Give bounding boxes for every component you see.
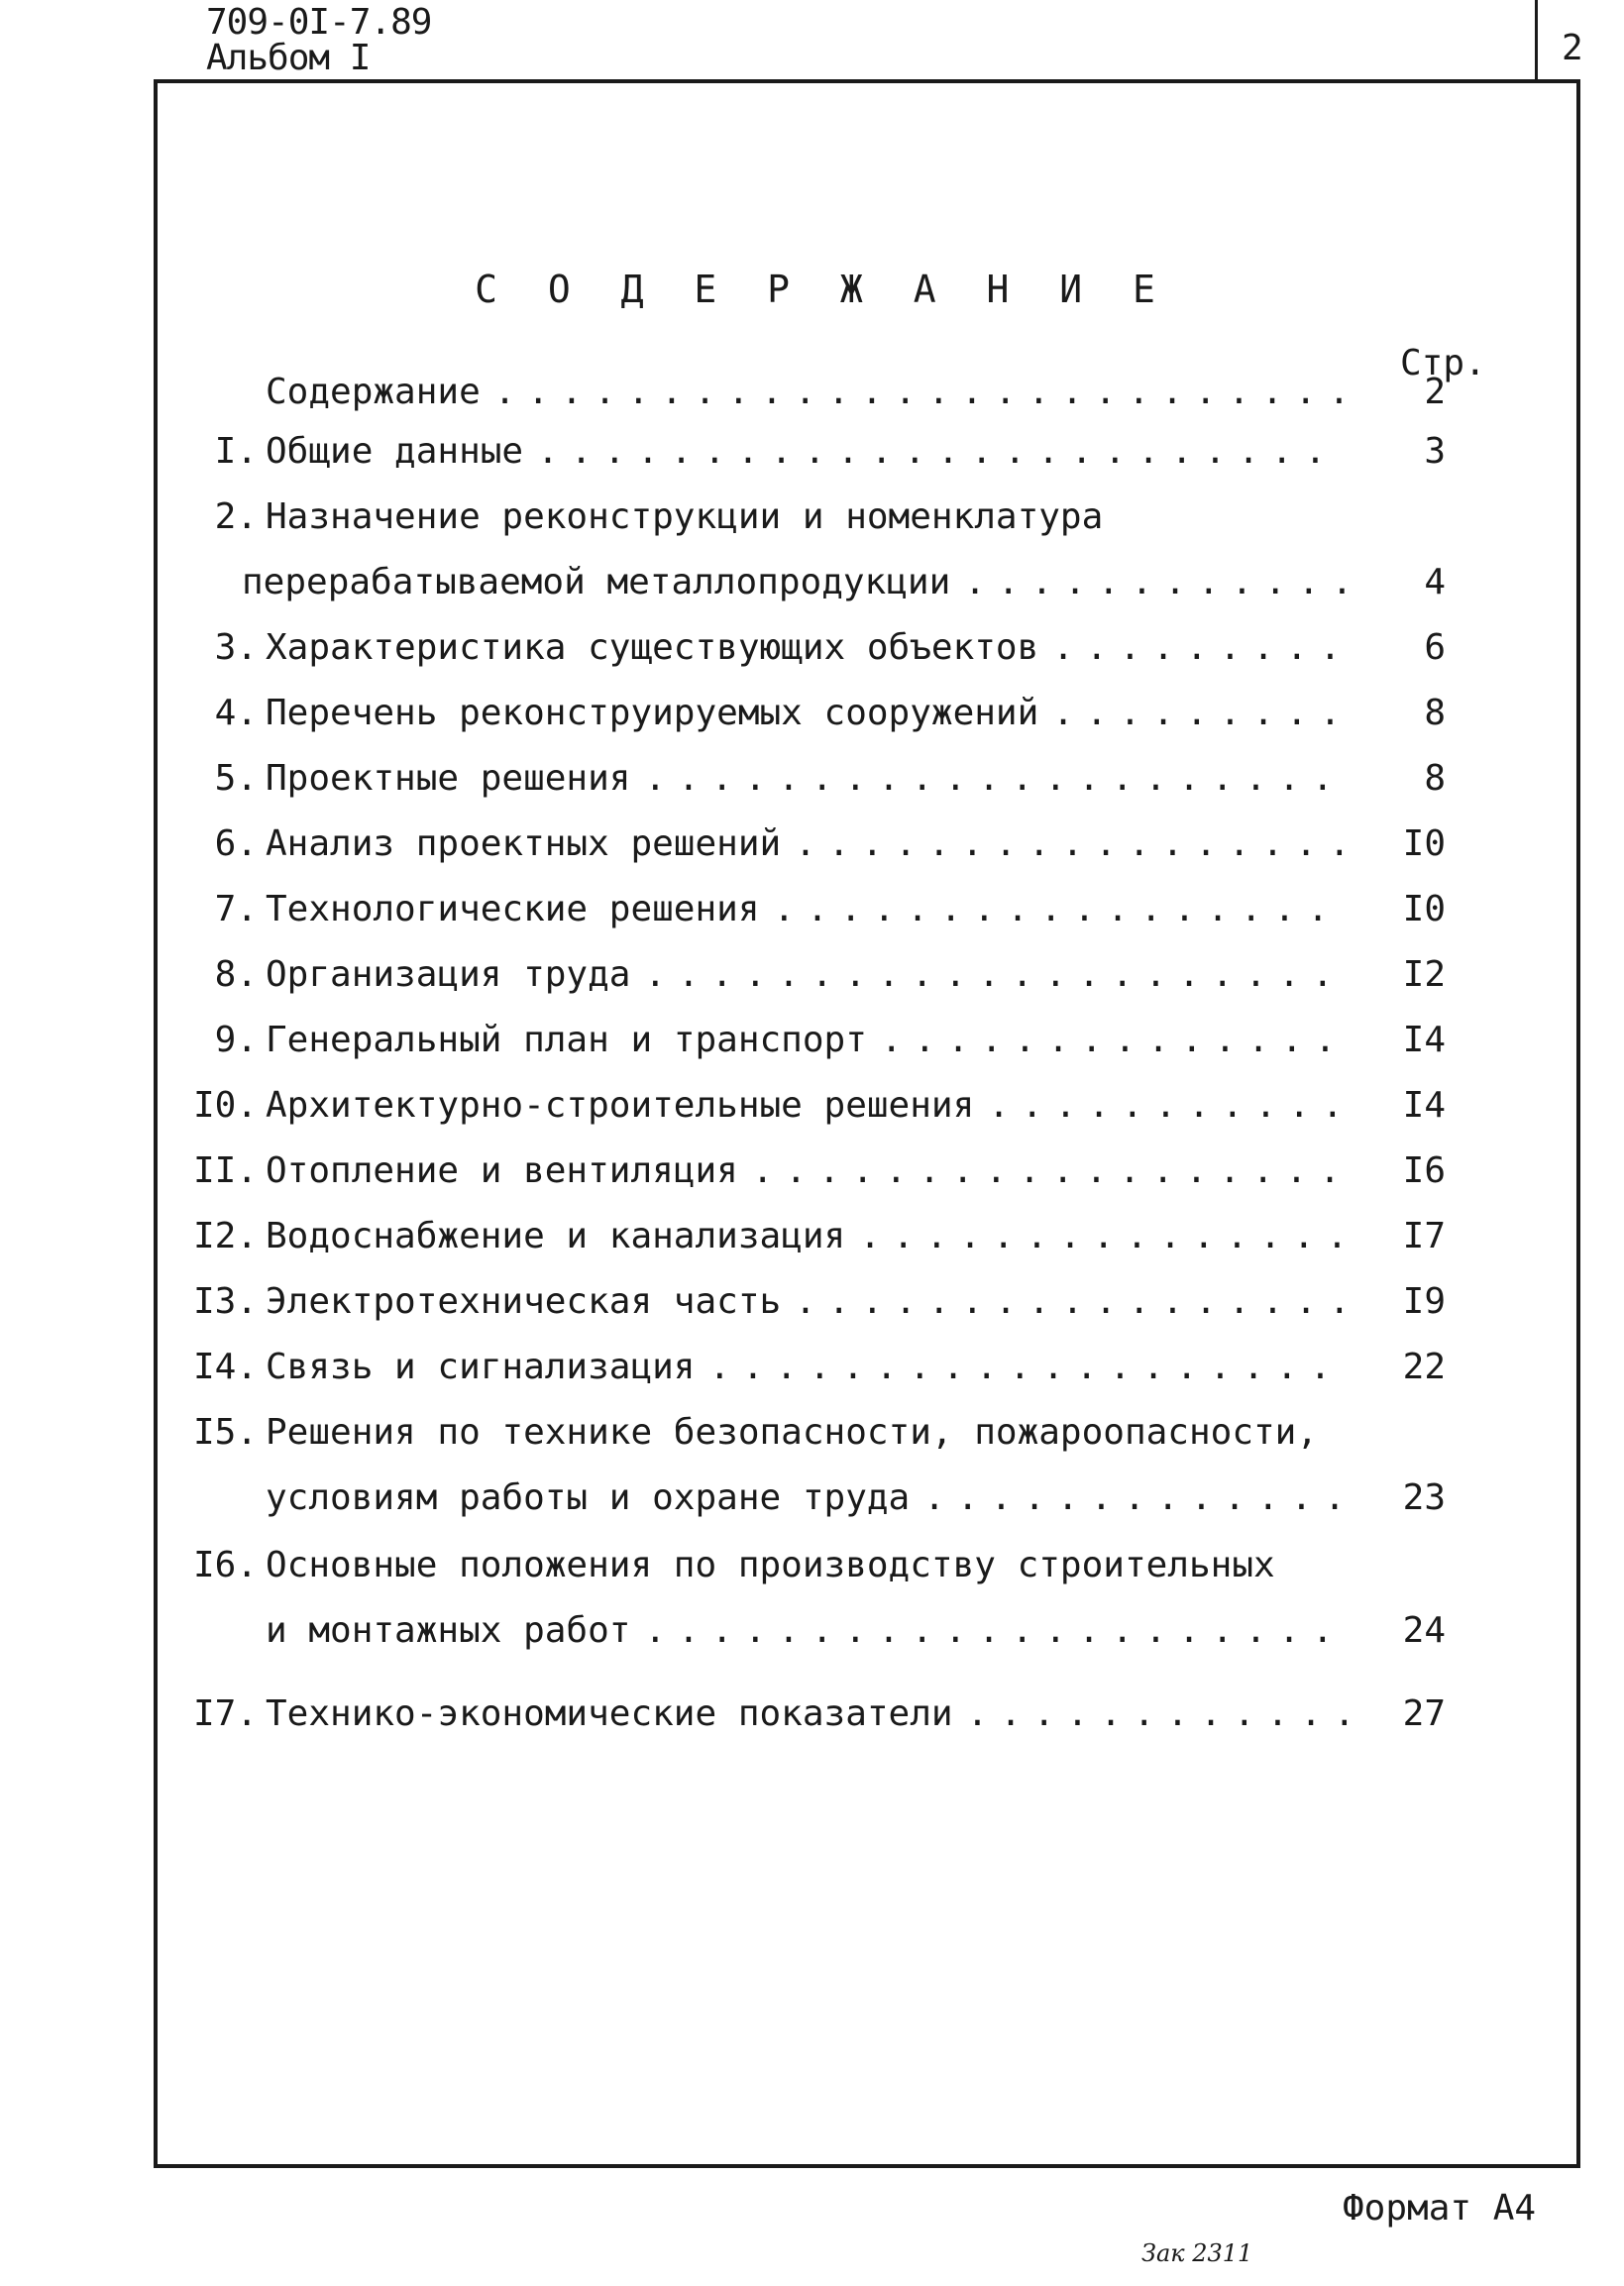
toc-dot-leader: ............	[966, 1693, 1367, 1734]
order-number: Зак 2311	[1141, 2239, 1253, 2267]
toc-entry-title: Электротехническая часть	[266, 1281, 782, 1322]
toc-entry-title: условиям работы и охране труда	[266, 1477, 911, 1518]
toc-entry-title: Технологические решения	[266, 889, 760, 929]
toc-entry-number: I2.	[192, 1216, 258, 1256]
format-label: Формат А4	[1343, 2188, 1537, 2229]
toc-entry-title: Характеристика существующих объектов	[266, 627, 1039, 668]
toc-entry-title: Связь и сигнализация	[266, 1347, 696, 1387]
toc-entry-page: 24	[1402, 1610, 1446, 1651]
toc-dot-leader: ...............	[859, 1216, 1360, 1256]
toc-entry-title: Основные положения по производству строительных	[266, 1545, 1275, 1585]
toc-entry-page: 4	[1424, 562, 1446, 602]
toc-entry-title: перерабатываемой металлопродукции	[242, 562, 951, 602]
toc-dot-leader: ............	[964, 562, 1365, 602]
toc-entry-number: 7.	[214, 889, 258, 929]
toc-entry-line	[0, 1608, 1624, 1654]
toc-entry-page: 6	[1424, 627, 1446, 668]
toc-entry-line	[0, 756, 1624, 802]
toc-entry-number: II.	[192, 1150, 258, 1191]
toc-entry-line	[0, 821, 1624, 867]
toc-entry-page: 3	[1424, 431, 1446, 472]
toc-entry-title: Отопление и вентиляция	[266, 1150, 738, 1191]
toc-entry-title: Организация труда	[266, 954, 631, 995]
toc-entry-title: Проектные решения	[266, 758, 631, 799]
toc-entry-line	[0, 952, 1624, 998]
toc-entry-line	[0, 1475, 1624, 1521]
toc-dot-leader: ........................	[537, 431, 1339, 472]
page-column-label: Стр.	[1400, 343, 1486, 383]
toc-entry-number: I5.	[192, 1412, 258, 1453]
toc-entry-line	[0, 429, 1624, 475]
toc-entry-title: Архитектурно-строительные решения	[266, 1085, 975, 1126]
document-code: 709-0I-7.89	[206, 2, 432, 43]
toc-entry-page: 22	[1402, 1347, 1446, 1387]
toc-entry-number: 9.	[214, 1020, 258, 1060]
toc-dot-leader: .........	[1052, 627, 1353, 668]
album-label: Альбом I	[206, 38, 371, 78]
toc-entry-line	[0, 1345, 1624, 1390]
toc-dot-leader: ...................	[708, 1347, 1344, 1387]
toc-entry-line	[0, 1214, 1624, 1259]
toc-entry-line	[0, 1018, 1624, 1063]
toc-entry-number: 4.	[214, 693, 258, 733]
toc-entry-title: Содержание	[266, 372, 481, 412]
toc-entry-page: I0	[1402, 823, 1446, 864]
toc-entry-page: I7	[1402, 1216, 1446, 1256]
page-number-divider	[1535, 0, 1538, 81]
toc-dot-leader: .........	[1052, 693, 1353, 733]
toc-entry-line	[0, 1543, 1624, 1588]
toc-entry-line	[0, 370, 1624, 415]
toc-entry-title: Водоснабжение и канализация	[266, 1216, 846, 1256]
toc-entry-line	[0, 1691, 1624, 1737]
toc-dot-leader: .................	[795, 1281, 1362, 1322]
toc-entry-number: 2.	[214, 496, 258, 537]
toc-entry-title: Генеральный план и транспорт	[266, 1020, 867, 1060]
toc-dot-leader: .................	[773, 889, 1341, 929]
toc-dot-leader: ..................	[751, 1150, 1353, 1191]
toc-entry-number: I6.	[192, 1545, 258, 1585]
toc-entry-number: 3.	[214, 627, 258, 668]
toc-entry-page: 8	[1424, 758, 1446, 799]
toc-entry-page: I4	[1402, 1020, 1446, 1060]
toc-entry-title: Анализ проектных решений	[266, 823, 782, 864]
toc-entry-line	[0, 625, 1624, 671]
toc-entry-number: 8.	[214, 954, 258, 995]
toc-entry-line	[0, 494, 1624, 540]
toc-entry-number: I7.	[192, 1693, 258, 1734]
toc-dot-leader: .................	[795, 823, 1362, 864]
toc-entry-page: I2	[1402, 954, 1446, 995]
toc-entry-page: 27	[1402, 1693, 1446, 1734]
toc-entry-line	[0, 560, 1624, 605]
toc-entry-number: I3.	[192, 1281, 258, 1322]
toc-dot-leader: .....................	[644, 954, 1346, 995]
toc-entry-line	[0, 1148, 1624, 1194]
toc-entry-title: Общие данные	[266, 431, 524, 472]
toc-entry-line	[0, 691, 1624, 736]
page-number: 2	[1562, 28, 1583, 68]
toc-entry-number: I0.	[192, 1085, 258, 1126]
toc-dot-leader: .....................	[644, 1610, 1346, 1651]
toc-entry-number: I4.	[192, 1347, 258, 1387]
toc-entry-page: I0	[1402, 889, 1446, 929]
toc-entry-title: Решения по технике безопасности, пожароопасности,	[266, 1412, 1319, 1453]
toc-dot-leader: ...........	[988, 1085, 1355, 1126]
toc-dot-leader: .....................	[644, 758, 1346, 799]
toc-entry-page: I6	[1402, 1150, 1446, 1191]
toc-entry-title: Технико-экономические показатели	[266, 1693, 953, 1734]
page-title: С О Д Е Р Ж А Н И Е	[475, 268, 1169, 311]
toc-dot-leader: .............	[923, 1477, 1357, 1518]
toc-entry-page: 2	[1424, 372, 1446, 412]
toc-entry-number: 5.	[214, 758, 258, 799]
toc-entry-line	[0, 1279, 1624, 1325]
toc-entry-title: Назначение реконструкции и номенклатура	[266, 496, 1104, 537]
toc-entry-page: 8	[1424, 693, 1446, 733]
toc-entry-title: и монтажных работ	[266, 1610, 631, 1651]
toc-dot-leader: ..............	[880, 1020, 1349, 1060]
toc-entry-number: 6.	[214, 823, 258, 864]
toc-entry-line	[0, 1083, 1624, 1129]
toc-dot-leader: ..........................	[493, 372, 1362, 412]
toc-entry-line	[0, 1410, 1624, 1456]
toc-entry-page: 23	[1402, 1477, 1446, 1518]
toc-entry-page: I4	[1402, 1085, 1446, 1126]
toc-entry-page: I9	[1402, 1281, 1446, 1322]
toc-entry-number: I.	[214, 431, 258, 472]
toc-entry-title: Перечень реконструируемых сооружений	[266, 693, 1039, 733]
toc-entry-line	[0, 887, 1624, 932]
